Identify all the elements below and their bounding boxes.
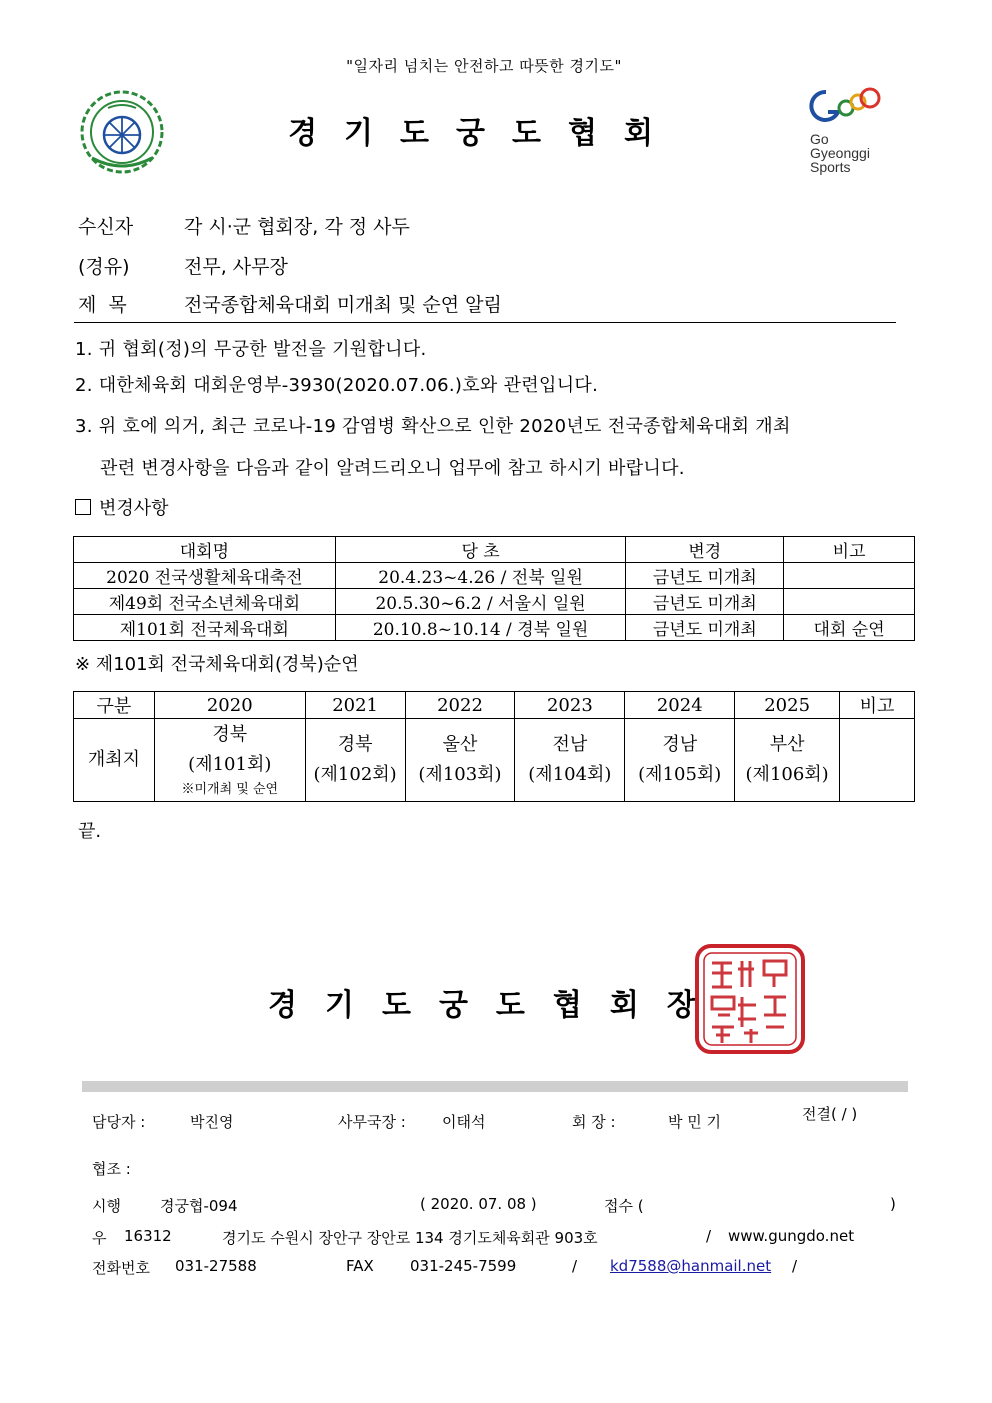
phone-number: 031-27588 bbox=[175, 1257, 257, 1275]
secretary-name: 이태석 bbox=[442, 1113, 486, 1131]
table-cell: 20.5.30~6.2 / 서울시 일원 bbox=[335, 589, 626, 615]
logo-go-text: Go bbox=[810, 131, 829, 147]
table-cell: 2020 전국생활체육대축전 bbox=[74, 563, 336, 589]
rings-icon bbox=[806, 84, 890, 128]
recipient-value: 각 시·군 협회장, 각 정 사두 bbox=[184, 216, 410, 238]
paragraph-3-line-1: 3. 위 호에 의거, 최근 코로나-19 감염병 확산으로 인한 2020년도 전국종합체육대회 개최 bbox=[75, 416, 791, 437]
host-note: ※미개최 및 순연 bbox=[181, 782, 279, 797]
header-cell: 당 초 bbox=[335, 537, 626, 563]
header-divider bbox=[74, 322, 896, 323]
via-label: (경유) bbox=[78, 256, 130, 278]
table-header-row bbox=[74, 692, 915, 719]
host-place: 부산 bbox=[769, 734, 805, 755]
table-cell: 금년도 미개최 bbox=[626, 563, 784, 589]
paragraph-1: 1. 귀 협회(정)의 무궁한 발전을 기원합니다. bbox=[75, 339, 427, 360]
host-place: 전남 bbox=[552, 734, 588, 755]
table-cell: 제49회 전국소년체육대회 bbox=[74, 589, 336, 615]
header-cell: 변경 bbox=[626, 537, 784, 563]
host-edition: (제102회) bbox=[313, 764, 397, 785]
table-cell: 금년도 미개최 bbox=[626, 589, 784, 615]
organization-title: 경기도궁도협회 bbox=[288, 116, 680, 151]
header-cell: 비고 bbox=[840, 692, 915, 719]
execution-label: 시행 bbox=[92, 1197, 121, 1215]
end-mark: 끝. bbox=[78, 821, 102, 842]
table-header-row bbox=[74, 537, 915, 563]
fax-number: 031-245-7599 bbox=[410, 1257, 517, 1275]
contact-trailing-separator: / bbox=[792, 1257, 798, 1275]
host-cell-2020 bbox=[154, 719, 305, 802]
president-label: 회 장 : bbox=[572, 1113, 616, 1131]
website-link[interactable]: www.gungdo.net bbox=[728, 1227, 855, 1245]
host-edition: (제106회) bbox=[745, 764, 829, 785]
host-cell-2022 bbox=[405, 719, 515, 802]
phone-label: 전화번호 bbox=[92, 1259, 150, 1277]
secretary-label: 사무국장 : bbox=[338, 1113, 406, 1131]
execution-date: ( 2020. 07. 08 ) bbox=[420, 1195, 537, 1213]
table-cell: 금년도 미개최 bbox=[626, 615, 784, 641]
host-place: 경북 bbox=[337, 734, 373, 755]
cooperation-label: 협조 : bbox=[92, 1160, 131, 1178]
subject-value: 전국종합체육대회 미개최 및 순연 알림 bbox=[184, 294, 502, 316]
host-edition: (제103회) bbox=[418, 764, 502, 785]
header-cell: 비고 bbox=[784, 537, 915, 563]
header-cell: 구분 bbox=[74, 692, 155, 719]
footer-divider bbox=[82, 1081, 908, 1092]
logo-gyeonggi-text: Gyeonggi bbox=[810, 145, 870, 161]
header-cell: 2025 bbox=[735, 692, 840, 719]
table-cell: 대회 순연 bbox=[784, 615, 915, 641]
president-name: 박 민 기 bbox=[668, 1113, 722, 1131]
table-row bbox=[74, 719, 915, 802]
fax-label: FAX bbox=[346, 1257, 374, 1275]
host-place: 울산 bbox=[442, 734, 478, 755]
slogan: "일자리 넘치는 안전하고 따뜻한 경기도" bbox=[346, 57, 622, 75]
changes-table bbox=[73, 536, 915, 641]
table-row bbox=[74, 615, 915, 641]
postponement-note: ※ 제101회 전국체육대회(경북)순연 bbox=[75, 654, 359, 675]
receipt-close: ) bbox=[890, 1195, 896, 1213]
host-cell-2024 bbox=[625, 719, 735, 802]
changes-heading-text: 변경사항 bbox=[99, 498, 169, 519]
header-cell: 2024 bbox=[625, 692, 735, 719]
approval-text: 전결( / ) bbox=[802, 1105, 858, 1123]
table-row bbox=[74, 563, 915, 589]
remark-cell bbox=[840, 719, 915, 802]
table-cell bbox=[784, 563, 915, 589]
header-cell: 2022 bbox=[405, 692, 515, 719]
postal-code: 16312 bbox=[124, 1227, 172, 1245]
changes-heading bbox=[75, 494, 169, 520]
table-cell: 20.4.23~4.26 / 전북 일원 bbox=[335, 563, 626, 589]
logo-sports-text: Sports bbox=[810, 159, 851, 175]
table-cell: 20.10.8~10.14 / 경북 일원 bbox=[335, 615, 626, 641]
paragraph-3-line-2: 관련 변경사항을 다음과 같이 알려드리오니 업무에 참고 하시기 바랍니다. bbox=[100, 458, 685, 479]
signature-title: 경기도궁도협회장 bbox=[268, 988, 724, 1023]
host-schedule-table bbox=[73, 691, 915, 802]
via-value: 전무, 사무장 bbox=[184, 256, 288, 278]
table-cell: 제101회 전국체육대회 bbox=[74, 615, 336, 641]
manager-label: 담당자 : bbox=[92, 1113, 146, 1131]
paragraph-2: 2. 대한체육회 대회운영부-3930(2020.07.06.)호와 관련입니다. bbox=[75, 375, 599, 396]
host-edition: (제105회) bbox=[638, 764, 722, 785]
table-cell bbox=[784, 589, 915, 615]
contact-separator: / bbox=[572, 1257, 578, 1275]
header-cell: 2021 bbox=[305, 692, 405, 719]
host-cell-2023 bbox=[515, 719, 625, 802]
host-place: 경남 bbox=[662, 734, 698, 755]
header-cell: 2020 bbox=[154, 692, 305, 719]
host-cell-2025 bbox=[735, 719, 840, 802]
table-row bbox=[74, 589, 915, 615]
recipient-label: 수신자 bbox=[78, 216, 134, 238]
host-edition: (제104회) bbox=[528, 764, 612, 785]
host-place: 경북 bbox=[212, 724, 248, 745]
go-gyeonggi-sports-logo bbox=[806, 84, 890, 176]
email-link[interactable]: kd7588@hanmail.net bbox=[610, 1257, 772, 1275]
row-label-cell: 개최지 bbox=[74, 719, 155, 802]
header-cell: 2023 bbox=[515, 692, 625, 719]
postal-label: 우 bbox=[92, 1229, 107, 1247]
document-number: 경궁협-094 bbox=[160, 1197, 238, 1215]
official-seal-icon bbox=[694, 943, 806, 1055]
header-cell: 대회명 bbox=[74, 537, 336, 563]
manager-name: 박진영 bbox=[190, 1113, 234, 1131]
host-edition: (제101회) bbox=[188, 754, 272, 775]
host-cell-2021 bbox=[305, 719, 405, 802]
receipt-label: 접수 ( bbox=[604, 1197, 644, 1215]
address-separator: / bbox=[706, 1227, 712, 1245]
subject-label: 제 목 bbox=[78, 294, 127, 316]
checkbox-icon bbox=[75, 499, 91, 515]
address-text: 경기도 수원시 장안구 장안로 134 경기도체육회관 903호 bbox=[222, 1229, 598, 1247]
